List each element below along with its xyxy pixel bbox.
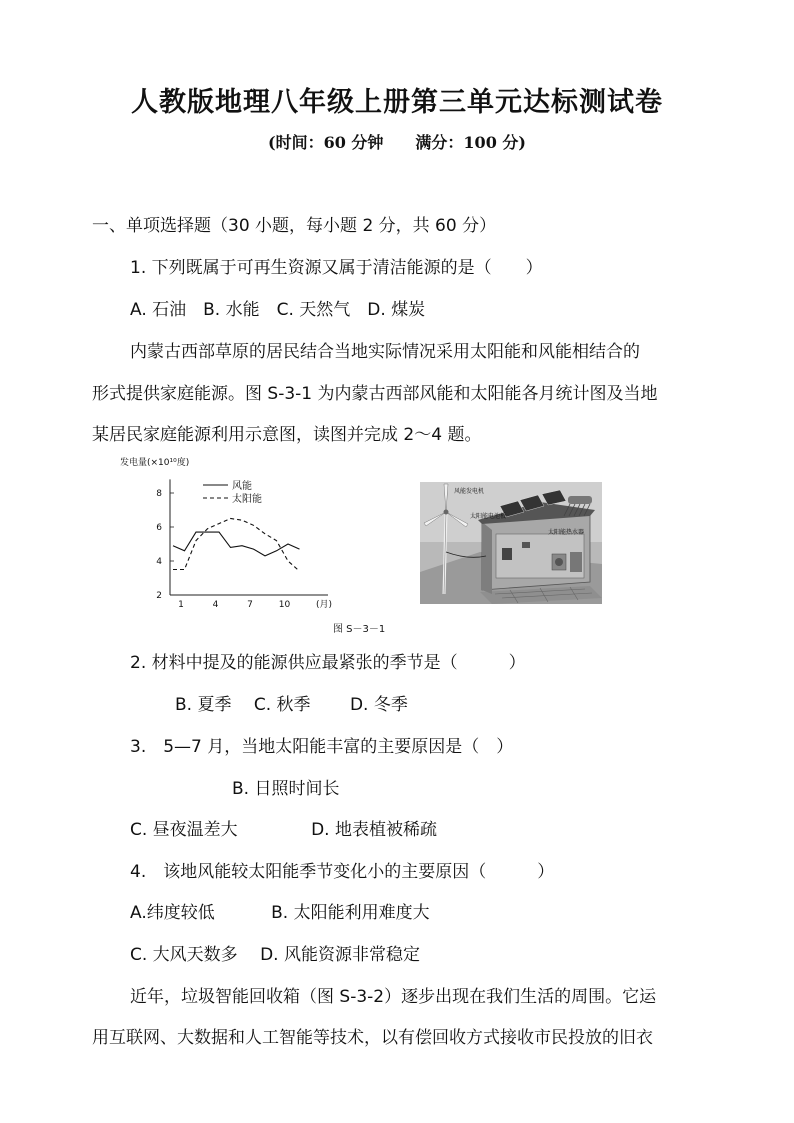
legend-label: 太阳能	[232, 494, 262, 505]
series-line-solar	[173, 519, 300, 572]
passage-1-line-2: 形式提供家庭能源。图 S-3-1 为内蒙古西部风能和太阳能各月统计图及当地	[92, 384, 658, 404]
question-4-options-cd: C. 大风天数多 D. 风能资源非常稳定	[130, 945, 420, 965]
series-line-wind	[173, 532, 300, 556]
x-tick-label: 1	[178, 600, 184, 610]
figure-caption: 图 S－3－1	[333, 624, 386, 635]
question-2-stem: 2. 材料中提及的能源供应最紧张的季节是（ ）	[130, 653, 526, 673]
question-1-options: A. 石油 B. 水能 C. 天然气 D. 煤炭	[130, 300, 426, 320]
x-tick-label: 7	[247, 600, 253, 610]
question-2-options: B. 夏季 C. 秋季 D. 冬季	[175, 695, 408, 715]
question-4-stem: 4. 该地风能较太阳能季节变化小的主要原因（ ）	[130, 862, 555, 882]
section-heading: 一、单项选择题（30 小题，每小题 2 分，共 60 分）	[92, 216, 497, 236]
passage-2-line-1: 近年，垃圾智能回收箱（图 S-3-2）逐步出现在我们生活的周围。它运	[130, 987, 657, 1007]
question-3-options-cd: C. 昼夜温差大 D. 地表植被稀疏	[130, 820, 437, 840]
y-tick-label: 2	[156, 591, 162, 601]
y-tick-label: 8	[156, 489, 162, 499]
x-tick-label: 10	[278, 600, 291, 610]
y-tick-label: 4	[156, 557, 162, 567]
legend-label: 风能	[232, 481, 252, 492]
page-title: 人教版地理八年级上册第三单元达标测试卷	[131, 87, 663, 118]
y-axis-label: 发电量(×10¹⁰度)	[120, 458, 190, 468]
question-3-stem: 3. 5—7 月，当地太阳能丰富的主要原因是（ ）	[130, 737, 514, 757]
label-wind-turbine: 风能发电机	[454, 488, 485, 495]
label-solar-panel: 太阳能电池板	[470, 513, 507, 520]
x-tick-label: 4	[212, 600, 219, 610]
home-energy-illustration	[420, 482, 602, 604]
label-water-heater: 太阳能热水器	[548, 529, 585, 536]
y-tick-label: 6	[156, 523, 162, 533]
passage-1-line-1: 内蒙古西部草原的居民结合当地实际情况采用太阳能和风能相结合的	[130, 342, 640, 362]
question-3-option-b: B. 日照时间长	[232, 779, 340, 799]
question-1-stem: 1. 下列既属于可再生资源又属于清洁能源的是（ ）	[130, 258, 543, 278]
passage-2-line-2: 用互联网、大数据和人工智能等技术，以有偿回收方式接收市民投放的旧衣	[92, 1028, 653, 1048]
power-generation-chart	[118, 452, 340, 620]
question-4-options-ab: A.纬度较低 B. 太阳能利用难度大	[130, 903, 430, 923]
x-axis-label: (月)	[316, 600, 333, 610]
exam-info: (时间：60 分钟 满分：100 分)	[268, 133, 526, 152]
passage-1-line-3: 某居民家庭能源利用示意图，读图并完成 2～4 题。	[92, 425, 482, 445]
